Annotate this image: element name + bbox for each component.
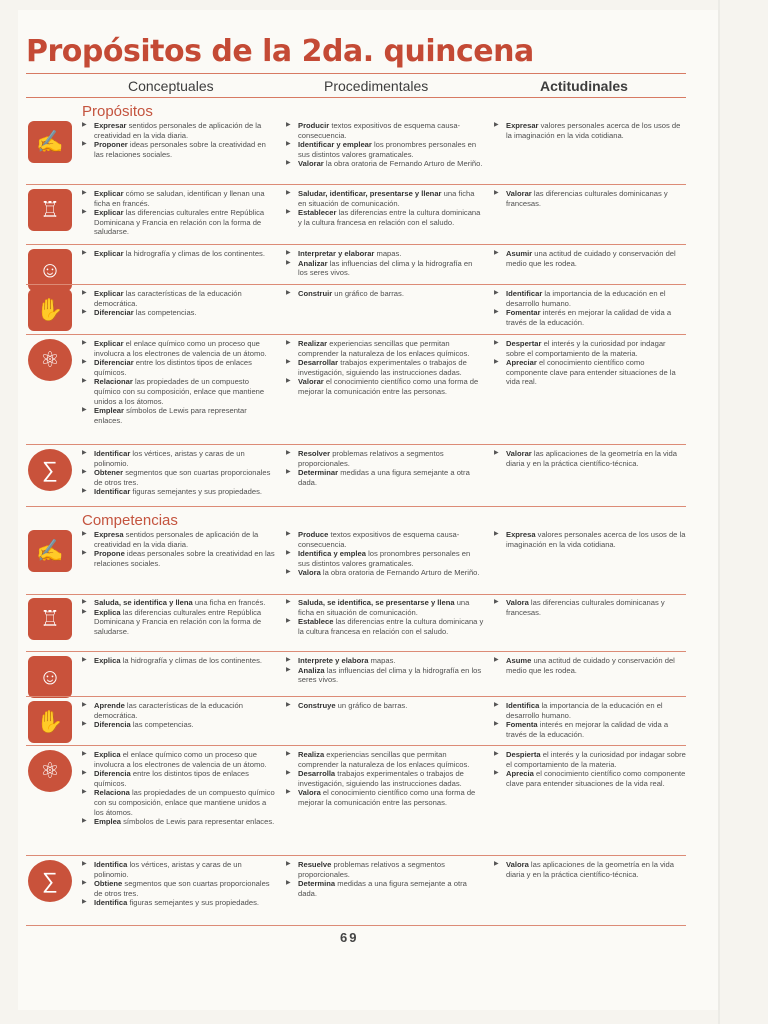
list-item [494, 289, 686, 308]
voting-hand-icon: ✋ [28, 701, 72, 743]
row-divider [26, 925, 686, 926]
list-item [494, 308, 686, 327]
list-item [494, 449, 686, 468]
list-item [82, 788, 276, 817]
list-item [82, 598, 276, 608]
list-item [82, 487, 276, 497]
item-text: textos expositivos de esquema causa-consecuencia. [298, 530, 460, 549]
list-item [494, 249, 686, 268]
cell-c2 [286, 750, 484, 808]
page-fold [718, 0, 720, 1024]
header-rule-bottom [26, 97, 686, 98]
list-item [286, 750, 484, 769]
item-text: sentidos personales de aplicación de la creatividad en la vida diaria. [94, 530, 259, 549]
item-text: interés en mejorar la calidad de vida a través de la educación. [506, 308, 672, 327]
action-verb: Resuelve [298, 860, 332, 869]
row-divider [26, 284, 686, 285]
item-text: las aplicaciones de la geometría en la vida diaria y en la práctica científico-técnica. [506, 860, 675, 879]
column-header-procedimentales: Procedimentales [324, 78, 429, 94]
item-text: la obra oratoria de Fernando Arturo de Meriño. [323, 159, 483, 169]
item-text: figuras semejantes y sus propiedades. [130, 487, 262, 497]
voting-hand-icon: ✋ [28, 289, 72, 331]
list-item [286, 377, 484, 396]
item-text: mapas. [368, 656, 396, 665]
item-text: el conocimiento científico como una forma de mejorar la comunicación entre las personas. [298, 377, 479, 396]
cell-c2 [286, 598, 484, 636]
list-item [82, 879, 276, 898]
cell-c3 [494, 189, 686, 208]
item-text: las características de la educación democrática. [94, 701, 243, 720]
action-verb: Identifica [94, 860, 128, 869]
item-text: los pronombres personales en sus distintos valores gramaticales. [298, 549, 471, 568]
row-divider [26, 444, 686, 445]
eiffel-tower-icon: ♖ [28, 189, 72, 231]
action-verb: Explicar [94, 189, 124, 198]
cell-c1 [82, 189, 276, 237]
item-text: problemas relativos a segmentos proporcionales. [298, 860, 445, 879]
cell-c1 [82, 339, 276, 425]
action-verb: Fomentar [506, 308, 541, 318]
row-divider [26, 506, 686, 507]
list-item [82, 140, 276, 159]
row-divider [26, 334, 686, 335]
item-text: mapas. [374, 249, 402, 258]
action-verb: Valora [506, 860, 529, 869]
cell-c1 [82, 121, 276, 159]
list-item [82, 701, 276, 720]
list-item [286, 339, 484, 358]
item-text: las competencias. [130, 720, 194, 730]
item-text: las características de la educación democrática. [94, 289, 242, 308]
action-verb: Analiza [298, 665, 325, 675]
row-divider [26, 651, 686, 652]
list-item [82, 339, 276, 358]
row-divider [26, 855, 686, 856]
item-text: sentidos personales de aplicación de la creatividad en la vida diaria. [94, 121, 262, 140]
cell-c3 [494, 449, 686, 468]
crowd-icon: ☺ [28, 656, 72, 698]
action-verb: Relaciona [94, 788, 130, 798]
list-item [494, 860, 686, 879]
action-verb: Obtener [94, 468, 124, 478]
item-text: entre los distintos tipos de enlaces químicos. [94, 769, 249, 788]
row-divider [26, 696, 686, 697]
action-verb: Explica [94, 656, 121, 665]
list-item [494, 530, 686, 549]
action-verb: Explicar [94, 249, 124, 258]
action-verb: Valora [506, 598, 529, 607]
list-item [286, 249, 484, 259]
list-item [286, 140, 484, 159]
item-text: el conocimiento científico como una forma de mejorar la comunicación entre las personas. [298, 788, 476, 807]
list-item [82, 249, 276, 259]
page-number: 69 [340, 930, 359, 945]
math-icon: ∑ [28, 860, 72, 902]
list-item [286, 598, 484, 617]
action-verb: Interprete y elabora [298, 656, 369, 665]
action-verb: Construir [298, 289, 333, 298]
math-icon: ∑ [28, 449, 72, 491]
item-text: la importancia de la educación en el desarrollo humano. [506, 289, 666, 308]
row-divider [26, 745, 686, 746]
action-verb: Proponer [94, 140, 128, 150]
item-text: un gráfico de barras. [332, 289, 404, 298]
action-verb: Emplea [94, 817, 122, 827]
action-verb: Emplear [94, 406, 124, 416]
item-text: las competencias. [133, 308, 197, 318]
list-item [82, 549, 276, 568]
cell-c3 [494, 249, 686, 268]
action-verb: Saludar, identificar, presentarse y llenar [298, 189, 442, 198]
cell-c3 [494, 121, 686, 140]
item-text: los pronombres personales en sus distintos valores gramaticales. [298, 140, 477, 159]
cell-c1 [82, 860, 276, 908]
item-text: las aplicaciones de la geometría en la vida diaria y en la práctica científico-técnica. [506, 449, 677, 468]
list-item [82, 530, 276, 549]
item-text: el conocimiento científico como componente clave para entender situaciones de la vida real. [506, 769, 686, 788]
item-text: medidas a una figura semejante a otra dada. [298, 879, 467, 898]
list-item [82, 449, 276, 468]
cell-c1 [82, 656, 276, 666]
action-verb: Establece [298, 617, 334, 627]
list-item [286, 701, 484, 711]
list-item [82, 860, 276, 879]
science-icon: ⚛ [28, 339, 72, 381]
item-text: figuras semejantes y sus propiedades. [127, 898, 260, 908]
cell-c3 [494, 701, 686, 739]
action-verb: Expresa [94, 530, 124, 539]
cell-c1 [82, 701, 276, 730]
list-item [494, 598, 686, 617]
cell-c3 [494, 750, 686, 788]
item-text: segmentos que son cuartas proporcionales de otros tres. [94, 879, 270, 898]
item-text: símbolos de Lewis para representar enlaces. [121, 817, 275, 827]
science-icon: ⚛ [28, 750, 72, 792]
item-text: valores personales acerca de los usos de la imaginación en la vida cotidiana. [506, 530, 686, 549]
action-verb: Obtiene [94, 879, 123, 889]
action-verb: Establecer [298, 208, 337, 218]
cell-c2 [286, 449, 484, 487]
action-verb: Identificar [94, 487, 131, 497]
action-verb: Identifica [94, 898, 128, 908]
cell-c2 [286, 289, 484, 299]
list-item [82, 208, 276, 237]
item-text: el interés y la curiosidad por indagar sobre el comportamiento de la materia. [506, 750, 686, 769]
item-text: las propiedades de un compuesto químico con su composición, enlace que mantiene unidos a los átomos. [94, 788, 275, 817]
header-rule-top [26, 73, 686, 74]
list-item [494, 339, 686, 358]
item-text: una actitud de cuidado y conservación del medio que les rodea. [506, 656, 675, 675]
list-item [286, 449, 484, 468]
list-item [286, 860, 484, 879]
cell-c2 [286, 530, 484, 578]
list-item [494, 121, 686, 140]
action-verb: Valora [298, 568, 321, 578]
cell-c3 [494, 860, 686, 879]
item-text: las diferencias culturales entre República Dominicana y Francia en relación con la forma de saludarse. [94, 607, 262, 636]
cell-c3 [494, 289, 686, 327]
cell-c2 [286, 249, 484, 278]
item-text: textos expositivos de esquema causa-consecuencia. [298, 121, 461, 140]
action-verb: Fomenta [506, 720, 538, 730]
list-item [494, 769, 686, 788]
cell-c3 [494, 339, 686, 387]
list-item [82, 358, 276, 377]
action-verb: Identifica [506, 701, 540, 710]
column-header-actitudinales: Actitudinales [540, 78, 628, 94]
list-item [82, 656, 276, 666]
cell-c2 [286, 189, 484, 227]
item-text: una ficha en situación de comunicación. [298, 598, 470, 617]
list-item [286, 208, 484, 227]
list-item [286, 189, 484, 208]
item-text: el enlace químico como un proceso que involucra a los electrones de valencia de un átomo. [94, 750, 267, 769]
cell-c1 [82, 249, 276, 259]
item-text: interés en mejorar la calidad de vida a través de la educación. [506, 720, 669, 739]
item-text: una ficha en francés. [192, 598, 266, 607]
list-item [286, 879, 484, 898]
item-text: la hidrografía y climas de los continentes. [120, 656, 262, 665]
row-divider [26, 184, 686, 185]
cell-c3 [494, 598, 686, 617]
list-item [286, 769, 484, 788]
action-verb: Determina [298, 879, 336, 889]
action-verb: Propone [94, 549, 125, 559]
item-text: la obra oratoria de Fernando Arturo de Meriño. [320, 568, 480, 578]
list-item [286, 656, 484, 666]
item-text: los vértices, aristas y caras de un polinomio. [94, 860, 242, 879]
list-item [82, 121, 276, 140]
action-verb: Valora [298, 788, 321, 798]
action-verb: Expresar [94, 121, 127, 130]
item-text: las diferencias culturales dominicanas y francesas. [506, 189, 668, 208]
item-text: la importancia de la educación en el desarrollo humano. [506, 701, 663, 720]
item-text: los vértices, aristas y caras de un polinomio. [94, 449, 245, 468]
item-text: trabajos experimentales o trabajos de investigación, siguiendo las instrucciones dadas. [298, 769, 464, 788]
list-item [494, 358, 686, 387]
item-text: experiencias sencillas que permitan comprender la naturaleza de los enlaces químicos. [298, 750, 470, 769]
cell-c1 [82, 598, 276, 636]
action-verb: Diferenciar [94, 308, 134, 318]
item-text: las diferencias entre la cultura dominicana y la cultura francesa en relación con el saludo. [298, 617, 484, 636]
action-verb: Explica [94, 750, 121, 759]
list-item [286, 788, 484, 807]
list-item [286, 358, 484, 377]
list-item [286, 617, 484, 636]
list-item [494, 189, 686, 208]
action-verb: Despierta [506, 750, 541, 759]
list-item [494, 701, 686, 720]
item-text: el interés y la curiosidad por indagar sobre el comportamiento de la materia. [506, 339, 666, 358]
item-text: medidas a una figura semejante a otra dada. [298, 468, 470, 487]
cell-c2 [286, 656, 484, 685]
list-item [286, 159, 484, 169]
item-text: las diferencias culturales entre República Dominicana y Francia en relación con la forma de saludarse. [94, 208, 265, 237]
cell-c2 [286, 121, 484, 169]
item-text: trabajos experimentales o trabajos de investigación, siguiendo las instrucciones dadas. [298, 358, 467, 377]
item-text: las influencias del clima y la hidrografía en los seres vivos. [298, 258, 473, 278]
action-verb: Diferencia [94, 720, 131, 730]
list-item [82, 308, 276, 318]
item-text: las diferencias culturales dominicanas y francesas. [506, 598, 665, 617]
page-title: Propósitos de la 2da. quincena [26, 34, 534, 69]
list-item [82, 406, 276, 425]
list-item [286, 468, 484, 487]
crowd-icon: ☺ [28, 249, 72, 291]
action-verb: Diferencia [94, 769, 131, 779]
action-verb: Valorar [298, 377, 324, 387]
action-verb: Valorar [298, 159, 324, 169]
action-verb: Aprecia [506, 769, 534, 779]
cell-c2 [286, 339, 484, 397]
action-verb: Apreciar [506, 358, 537, 368]
action-verb: Explicar [94, 339, 124, 348]
action-verb: Saluda, se identifica, se presentarse y llena [298, 598, 455, 607]
cell-c1 [82, 289, 276, 318]
item-text: la hidrografía y climas de los continentes. [123, 249, 265, 258]
list-item [82, 750, 276, 769]
item-text: una actitud de cuidado y conservación del medio que les rodea. [506, 249, 676, 268]
item-text: el conocimiento científico como componente clave para entender situaciones de la vida real. [506, 358, 676, 387]
list-item [82, 817, 276, 827]
action-verb: Explicar [94, 208, 124, 218]
action-verb: Explica [94, 607, 121, 617]
action-verb: Relacionar [94, 377, 133, 387]
hand-pen-icon: ✍ [28, 121, 72, 163]
item-text: experiencias sencillas que permitan comprender la naturaleza de los enlaces químicos. [298, 339, 470, 358]
cell-c2 [286, 860, 484, 898]
eiffel-tower-icon: ♖ [28, 598, 72, 640]
action-verb: Valorar [506, 189, 532, 198]
action-verb: Asumir [506, 249, 533, 258]
list-item [286, 666, 484, 685]
list-item [494, 750, 686, 769]
item-text: problemas relativos a segmentos proporcionales. [298, 449, 444, 468]
action-verb: Analizar [298, 258, 328, 268]
action-verb: Despertar [506, 339, 542, 348]
action-verb: Determinar [298, 468, 339, 478]
action-verb: Interpretar y elaborar [298, 249, 375, 258]
action-verb: Identificar [94, 449, 131, 458]
cell-c3 [494, 656, 686, 675]
cell-c1 [82, 750, 276, 827]
hand-pen-icon: ✍ [28, 530, 72, 572]
list-item [286, 289, 484, 299]
item-text: el enlace químico como un proceso que involucra a los electrones de valencia de un átomo. [94, 339, 267, 358]
list-item [286, 549, 484, 568]
item-text: las propiedades de un compuesto químico con su composición, enlace que mantiene unidos a los átomos. [94, 377, 265, 406]
list-item [494, 656, 686, 675]
list-item [82, 898, 276, 908]
item-text: las influencias del clima y la hidrografía en los seres vivos. [298, 665, 482, 685]
action-verb: Identificar [506, 289, 543, 298]
list-item [494, 720, 686, 739]
action-verb: Identifica y emplea [298, 549, 366, 559]
item-text: cómo se saludan, identifican y llenan una ficha en francés. [94, 189, 265, 208]
item-text: segmentos que son cuartas proporcionales de otros tres. [94, 468, 271, 487]
item-text: ideas personales sobre la creatividad en las relaciones sociales. [94, 549, 275, 568]
cell-c3 [494, 530, 686, 549]
action-verb: Producir [298, 121, 330, 130]
action-verb: Produce [298, 530, 329, 539]
item-text: un gráfico de barras. [335, 701, 408, 710]
cell-c2 [286, 701, 484, 711]
cell-c1 [82, 530, 276, 568]
action-verb: Asume [506, 656, 532, 665]
action-verb: Explicar [94, 289, 124, 298]
list-item [286, 121, 484, 140]
list-item [82, 189, 276, 208]
item-text: las diferencias entre la cultura dominicana y la cultura francesa en relación con el saludo. [298, 208, 481, 227]
action-verb: Identificar y emplear [298, 140, 372, 150]
list-item [82, 377, 276, 406]
column-header-conceptuales: Conceptuales [128, 78, 214, 94]
list-item [82, 720, 276, 730]
list-item [286, 259, 484, 278]
action-verb: Realiza [298, 750, 325, 759]
section-heading-competencias: Competencias [82, 512, 178, 529]
action-verb: Desarrolla [298, 769, 336, 779]
row-divider [26, 594, 686, 595]
list-item [82, 289, 276, 308]
list-item [286, 530, 484, 549]
item-text: entre los distintos tipos de enlaces químicos. [94, 358, 252, 377]
action-verb: Resolver [298, 449, 331, 458]
list-item [286, 568, 484, 578]
item-text: valores personales acerca de los usos de la imaginación en la vida cotidiana. [506, 121, 681, 140]
action-verb: Expresar [506, 121, 539, 130]
item-text: símbolos de Lewis para representar enlaces. [94, 406, 247, 425]
action-verb: Expresa [506, 530, 536, 539]
item-text: ideas personales sobre la creatividad en las relaciones sociales. [94, 140, 266, 159]
row-divider [26, 244, 686, 245]
action-verb: Construye [298, 701, 336, 710]
action-verb: Realizar [298, 339, 328, 348]
list-item [82, 769, 276, 788]
list-item [82, 468, 276, 487]
cell-c1 [82, 449, 276, 497]
list-item [82, 608, 276, 637]
action-verb: Valorar [506, 449, 532, 458]
item-text: una ficha en situación de comunicación. [298, 189, 475, 208]
section-heading-propositos: Propósitos [82, 103, 153, 120]
action-verb: Saluda, se identifica y llena [94, 598, 193, 607]
action-verb: Aprende [94, 701, 125, 710]
action-verb: Diferenciar [94, 358, 134, 368]
action-verb: Desarrollar [298, 358, 339, 368]
